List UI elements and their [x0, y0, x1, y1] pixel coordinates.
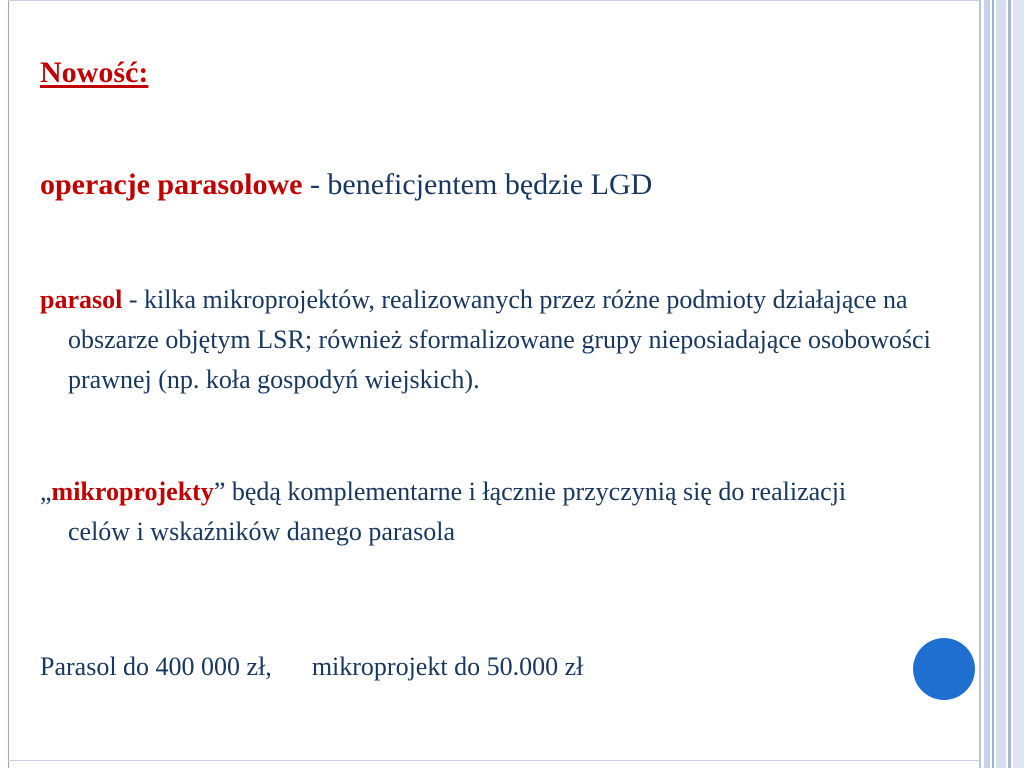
microprojects-description: ” będą komplementarne i łącznie przyczynią się do realizacji celów i wskaźników danego parasola	[68, 477, 847, 546]
decorative-stripe	[984, 0, 990, 768]
microprojects-term: mikroprojekty	[51, 477, 214, 506]
parasol-term: parasol	[40, 285, 123, 314]
open-quote: „	[40, 477, 52, 506]
microproject-limit: mikroprojekt do 50.000 zł	[311, 652, 584, 681]
umbrella-operations-term: operacje parasolowe	[40, 168, 303, 201]
microprojects-definition	[40, 472, 860, 552]
umbrella-operations-description: - beneficjentem będzie LGD	[302, 168, 653, 201]
frame-bottom-border	[8, 760, 980, 761]
decorative-stripe	[996, 0, 1006, 768]
parasol-description: - kilka mikroprojektów, realizowanych przez różne podmioty działające na obszarze objętym LSR; również sformalizowane grupy nieposiadające osobowości prawnej (np. koła gospodyń wiejskich).	[68, 285, 931, 394]
slide-title: Nowość:	[40, 56, 149, 89]
umbrella-operations-line	[40, 168, 652, 202]
parasol-definition	[40, 280, 980, 400]
funding-limits-line	[40, 652, 583, 682]
decorative-circle	[913, 638, 975, 700]
decorative-stripe	[1013, 0, 1024, 768]
decorative-stripe	[992, 0, 994, 768]
frame-left-border	[8, 0, 9, 768]
decorative-stripe	[1008, 0, 1011, 768]
parasol-limit: Parasol do 400 000 zł,	[40, 652, 272, 681]
frame-top-border	[8, 0, 980, 1]
